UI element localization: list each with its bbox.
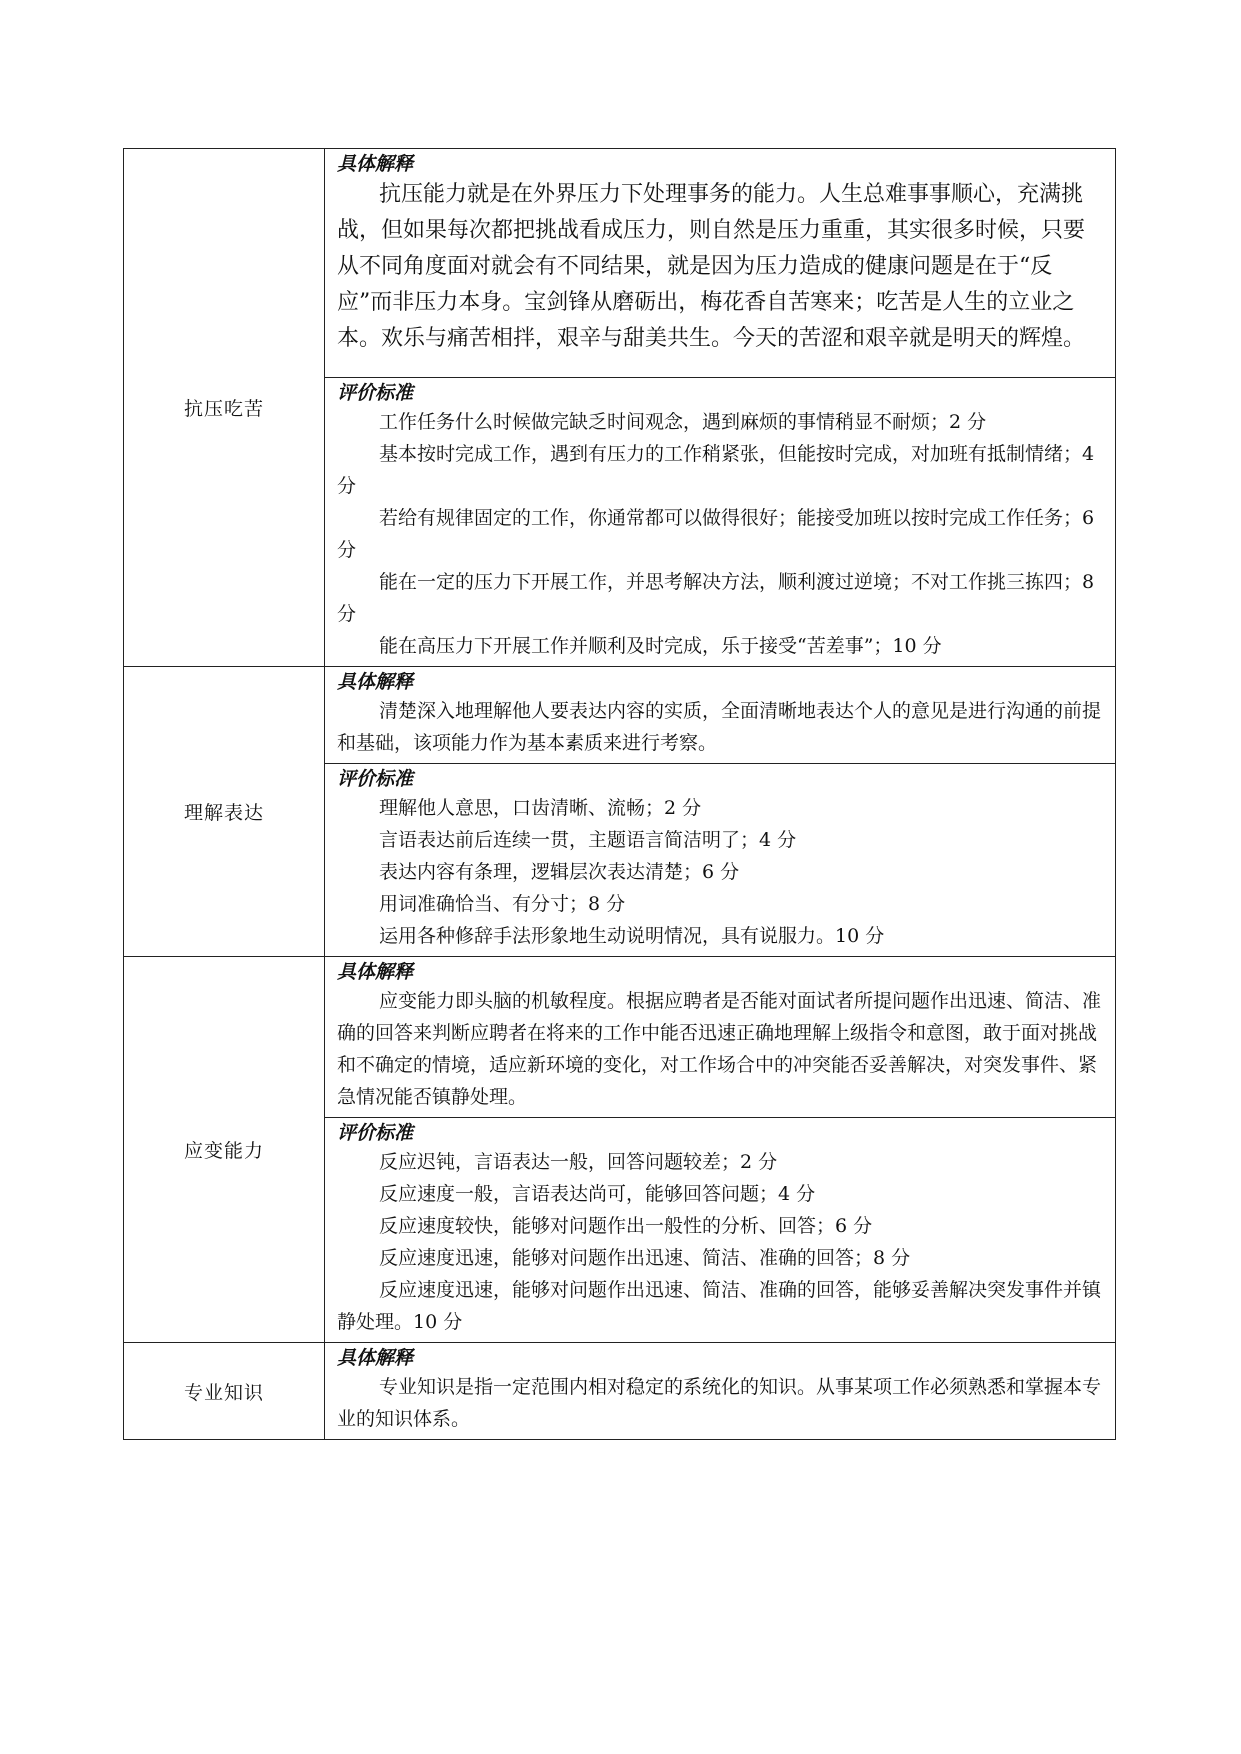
explanation-cell [325,957,1116,1118]
explanation-label: 具体解释 [337,153,414,175]
criteria-item: 反应速度一般，言语表达尚可，能够回答问题；4 分 [379,1183,816,1205]
criteria-item: 反应迟钝，言语表达一般，回答问题较差；2 分 [379,1151,778,1173]
criteria-label: 评价标准 [337,382,414,404]
evaluation-table [123,148,1116,1440]
criteria-cell [325,378,1116,667]
criteria-item: 工作任务什么时候做完缺乏时间观念，遇到麻烦的事情稍显不耐烦；2 分 [379,411,987,433]
table-row [124,1343,1116,1440]
criteria-item: 言语表达前后连续一贯，主题语言简洁明了；4 分 [379,829,797,851]
table-row [124,667,1116,764]
criteria-item: 表达内容有条理，逻辑层次表达清楚；6 分 [379,861,740,883]
explanation-cell [325,149,1116,378]
explanation-text: 专业知识是指一定范围内相对稳定的系统化的知识。从事某项工作必须熟悉和掌握本专业的知识体系。 [337,1376,1102,1430]
criteria-label: 评价标准 [337,1122,414,1144]
quality-name: 抗压吃苦 [183,398,264,420]
quality-name-cell [124,149,325,667]
criteria-item: 反应速度较快，能够对问题作出一般性的分析、回答；6 分 [379,1215,873,1237]
quality-name-cell [124,1343,325,1440]
explanation-cell [325,667,1116,764]
table-row [124,957,1116,1118]
explanation-cell [325,1343,1116,1440]
criteria-cell [325,1118,1116,1343]
criteria-item: 理解他人意思，口齿清晰、流畅；2 分 [379,797,702,819]
criteria-item: 基本按时完成工作，遇到有压力的工作稍紧张，但能按时完成，对加班有抵制情绪；4 分 [337,443,1095,497]
criteria-item: 反应速度迅速，能够对问题作出迅速、简洁、准确的回答；8 分 [379,1247,911,1269]
criteria-item: 能在高压力下开展工作并顺利及时完成，乐于接受“苦差事”；10 分 [379,635,942,657]
quality-name: 理解表达 [183,802,264,824]
criteria-item: 能在一定的压力下开展工作，并思考解决方法，顺利渡过逆境；不对工作挑三拣四；8 分 [337,571,1095,625]
explanation-label: 具体解释 [337,671,414,693]
quality-name: 应变能力 [183,1140,264,1162]
criteria-item: 若给有规律固定的工作，你通常都可以做得很好；能接受加班以按时完成工作任务；6 分 [337,507,1095,561]
quality-name: 专业知识 [183,1381,264,1404]
explanation-label: 具体解释 [337,1347,414,1369]
explanation-text: 抗压能力就是在外界压力下处理事务的能力。人生总难事事顺心，充满挑战，但如果每次都把挑战看成压力，则自然是压力重重，其实很多时候，只要从不同角度面对就会有不同结果，就是因为压力造成的健康问题是在于“反应”而非压力本身。宝剑锋从磨砺出，梅花香自苦寒来；吃苦是人生的立业之本。欢乐与痛苦相拌，艰辛与甜美共生。今天的苦涩和艰辛就是明天的辉煌。 [337,182,1086,351]
explanation-label: 具体解释 [337,961,414,983]
table-row [124,149,1116,378]
quality-name-cell [124,667,325,957]
criteria-cell [325,764,1116,957]
explanation-text: 清楚深入地理解他人要表达内容的实质，全面清晰地表达个人的意见是进行沟通的前提和基础，该项能力作为基本素质来进行考察。 [337,700,1102,754]
criteria-item: 运用各种修辞手法形象地生动说明情况，具有说服力。10 分 [379,925,885,947]
criteria-item: 反应速度迅速，能够对问题作出迅速、简洁、准确的回答，能够妥善解决突发事件并镇静处理。10 分 [337,1279,1102,1333]
criteria-label: 评价标准 [337,768,414,790]
criteria-item: 用词准确恰当、有分寸；8 分 [379,893,626,915]
explanation-text: 应变能力即头脑的机敏程度。根据应聘者是否能对面试者所提问题作出迅速、简洁、准确的回答来判断应聘者在将来的工作中能否迅速正确地理解上级指令和意图，敢于面对挑战和不确定的情境，适应新环境的变化，对工作场合中的冲突能否妥善解决，对突发事件、紧急情况能否镇静处理。 [337,990,1102,1108]
quality-name-cell [124,957,325,1343]
